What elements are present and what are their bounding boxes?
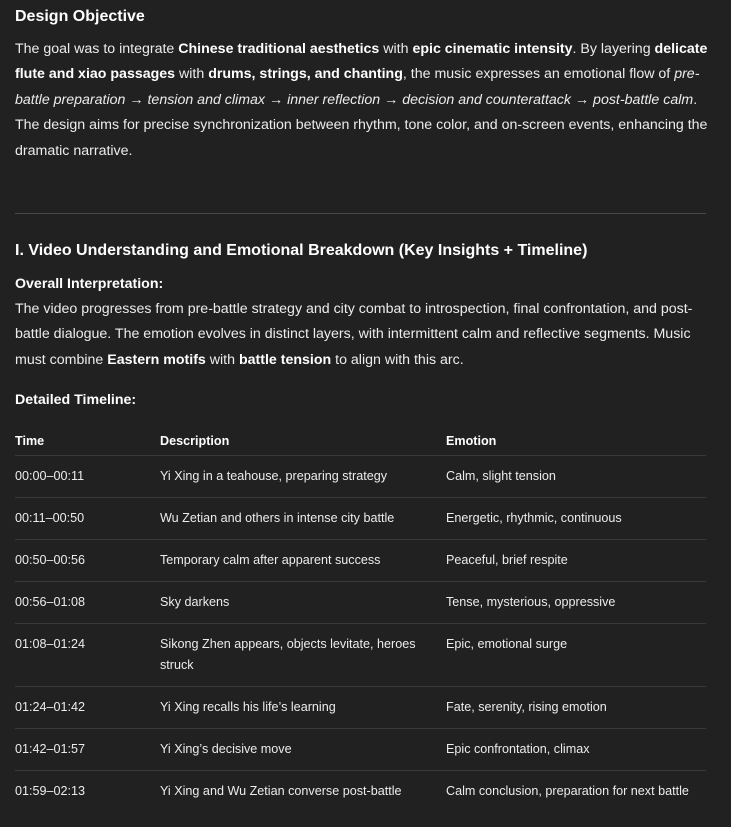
detailed-timeline-label: Detailed Timeline: bbox=[15, 392, 137, 408]
cell-emotion: Fate, serenity, rising emotion bbox=[446, 687, 706, 729]
cell-description: Yi Xing’s decisive move bbox=[160, 729, 446, 771]
cell-emotion: Calm conclusion, preparation for next battle bbox=[446, 771, 706, 813]
column-header-emotion: Emotion bbox=[446, 434, 497, 448]
cell-description: Temporary calm after apparent success bbox=[160, 540, 446, 582]
bold-text: Chinese traditional aesthetics bbox=[178, 41, 380, 57]
cell-emotion: Tense, mysterious, oppressive bbox=[446, 582, 706, 624]
timeline-table bbox=[15, 427, 706, 812]
table-header-row bbox=[15, 427, 706, 456]
cell-description: Yi Xing recalls his life’s learning bbox=[160, 687, 446, 729]
cell-time: 00:00–00:11 bbox=[15, 456, 160, 498]
cell-time: 00:11–00:50 bbox=[15, 498, 160, 540]
cell-time: 00:50–00:56 bbox=[15, 540, 160, 582]
bold-text: battle tension bbox=[238, 351, 332, 368]
overall-interpretation-label: Overall Interpretation: bbox=[15, 276, 164, 292]
cell-description: Yi Xing and Wu Zetian converse post-battle bbox=[160, 771, 446, 813]
cell-time: 00:56–01:08 bbox=[15, 582, 160, 624]
cell-description: Yi Xing in a teahouse, preparing strategy bbox=[160, 456, 446, 498]
table-row bbox=[15, 498, 706, 540]
bold-text: Eastern motifs bbox=[107, 351, 206, 368]
cell-emotion: Energetic, rhythmic, continuous bbox=[446, 498, 706, 540]
table-row bbox=[15, 582, 706, 624]
cell-time: 01:08–01:24 bbox=[15, 624, 160, 687]
table-row bbox=[15, 540, 706, 582]
cell-description: Sky darkens bbox=[160, 582, 446, 624]
column-header-description: Description bbox=[160, 434, 230, 448]
cell-description: Sikong Zhen appears, objects levitate, heroes struck bbox=[160, 624, 446, 687]
section-divider bbox=[15, 213, 706, 214]
cell-description: Wu Zetian and others in intense city battle bbox=[160, 498, 446, 540]
bold-text: drums, strings, and chanting bbox=[208, 66, 403, 83]
cell-time: 01:59–02:13 bbox=[15, 771, 160, 813]
cell-emotion: Peaceful, brief respite bbox=[446, 540, 706, 582]
italic-text: pre-battle preparation → tension and climax → inner reflection → decision and counterattack → post-battle calm bbox=[15, 66, 700, 108]
overall-interpretation-paragraph: The video progresses from pre-battle strategy and city combat to introspection, final confrontation, and post-battle dialogue. The emotion evolves in distinct layers, with intermittent calm and reflective segments. Music must combine Eastern motifs with battle tension to align with this arc. bbox=[15, 301, 693, 368]
cell-emotion: Epic confrontation, climax bbox=[446, 729, 706, 771]
cell-time: 01:42–01:57 bbox=[15, 729, 160, 771]
table-row bbox=[15, 729, 706, 771]
column-header-time: Time bbox=[15, 434, 45, 448]
cell-emotion: Epic, emotional surge bbox=[446, 624, 706, 687]
section-heading-video-understanding: I. Video Understanding and Emotional Breakdown (Key Insights + Timeline) bbox=[15, 242, 588, 259]
table-row bbox=[15, 687, 706, 729]
table-row bbox=[15, 456, 706, 498]
design-objective-paragraph: The goal was to integrate Chinese traditional aesthetics with epic cinematic intensity. By layering delicate flute and xiao passages with drums, strings, and chanting, the music expresses an emotional flow of pre-battle preparation → tension and climax → inner reflection → decision and counterattack → post-battle calm. The design aims for precise synchronization between rhythm, tone color, and on-screen events, enhancing the dramatic narrative. bbox=[15, 41, 708, 159]
section-heading-design-objective: Design Objective bbox=[15, 8, 145, 25]
bold-text: epic cinematic intensity bbox=[412, 41, 573, 57]
cell-emotion: Calm, slight tension bbox=[446, 456, 706, 498]
table-row bbox=[15, 624, 706, 687]
design-objective-sync-sentence: The design aims for precise synchronization between rhythm, tone color, and on-screen events, enhancing the dramatic narrative. bbox=[15, 117, 708, 159]
table-row bbox=[15, 771, 706, 813]
cell-time: 01:24–01:42 bbox=[15, 687, 160, 729]
bold-text: delicate flute and xiao passages bbox=[15, 41, 708, 83]
